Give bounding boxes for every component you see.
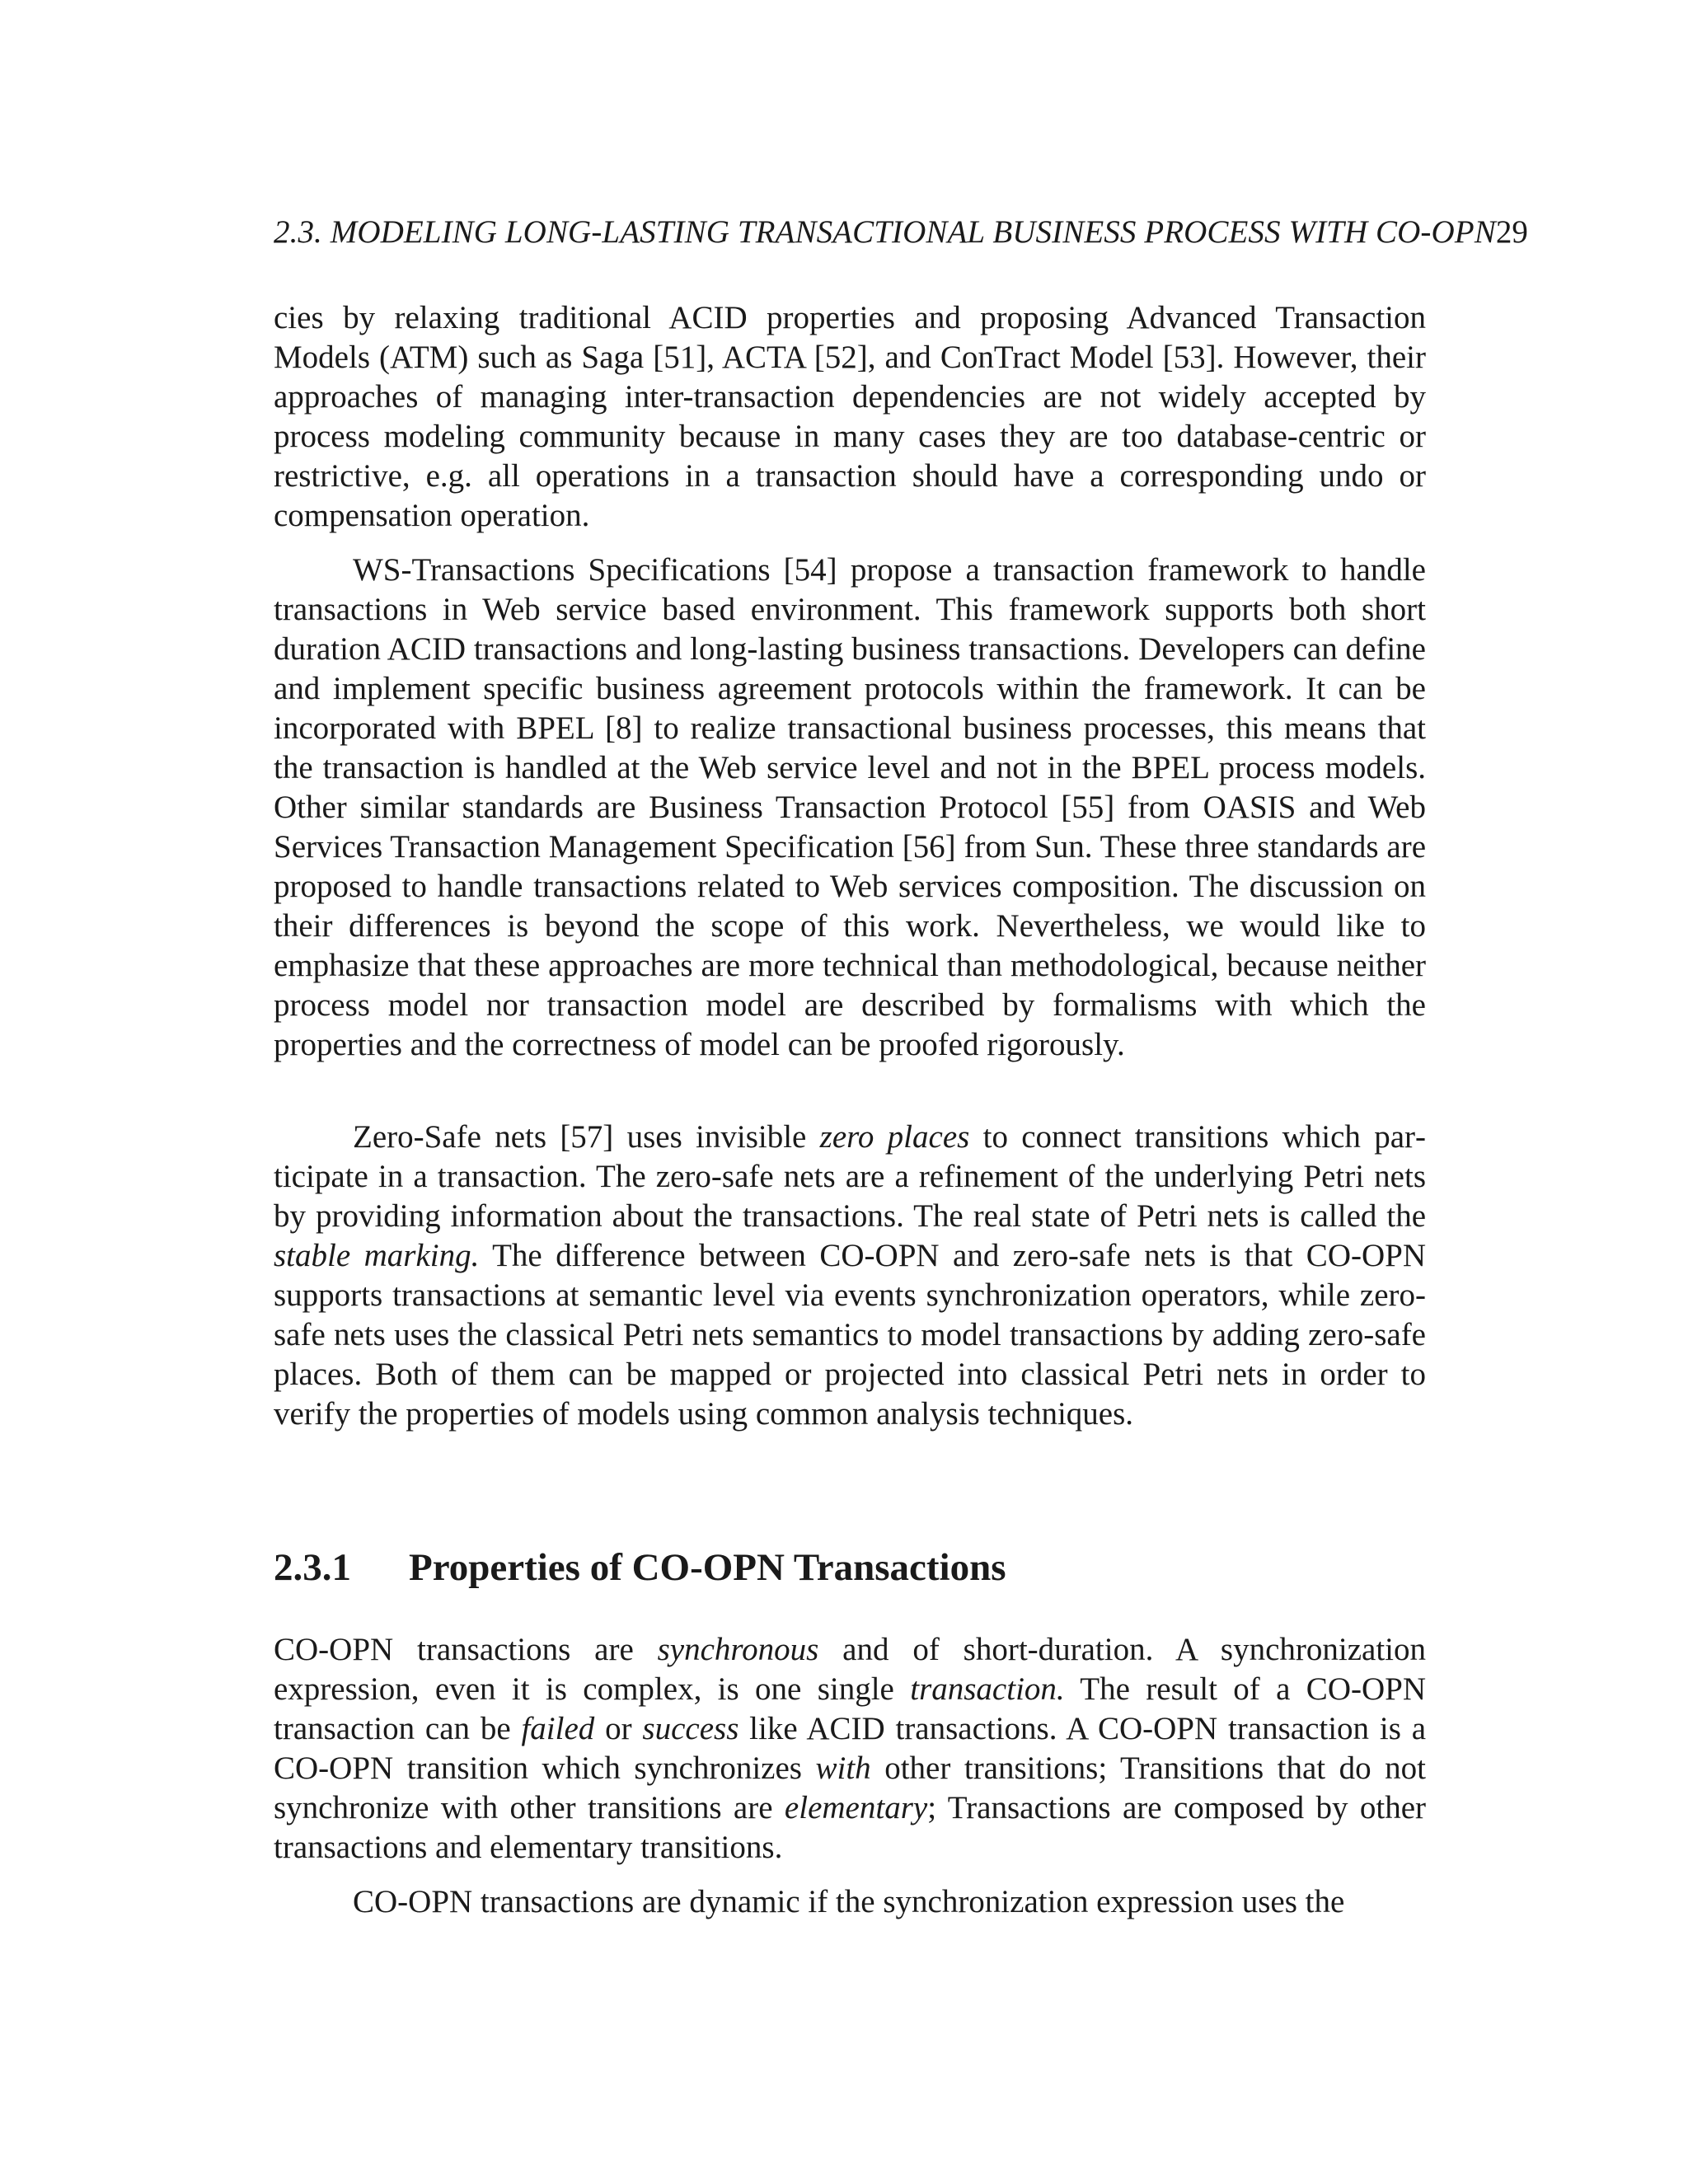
paragraph-4 <box>274 1630 1426 1868</box>
paragraph-text: WS-Transactions Specifications [54] propose a transaction framework to handle transactions in Web service based environment. This framework supports both short duration ACID transactions and long-lasting business transactions. Developers can define and implement specific business agreement protocols within the framework. It can be incorporated with BPEL [8] to realize transactional business processes, this means that the transaction is handled at the Web service level and not in the BPEL process models. Other similar standards are Business Transaction Protocol [55] from OASIS and Web Services Transaction Management Specification [56] from Sun. These three standards are proposed to handle transactions related to Web services composition. The discussion on their differences is beyond the scope of this work. Nevertheless, we would like to emphasize that these approaches are more technical than methodological, because neither process model nor transaction model are described by formalisms with which the properties and the correctness of model can be proofed rigorously. <box>274 552 1426 1062</box>
section-heading <box>274 1543 1426 1592</box>
emphasis-text: transaction. <box>910 1671 1065 1707</box>
emphasis-text: stable marking. <box>274 1238 480 1273</box>
paragraph-text: CO-OPN transactions are dynamic if the synchronization expression uses the <box>353 1884 1345 1919</box>
text-run: or <box>594 1711 643 1746</box>
section-number: 2.3.1 <box>274 1546 351 1589</box>
text-run: to connect transitions which participate in a transaction. The zero-safe nets are a refinement of the underlying Petri nets by providing information about the transactions. The real state of Petri nets is called the <box>274 1119 1427 1234</box>
section-title: Properties of CO-OPN Transactions <box>409 1546 1006 1589</box>
paragraph-text: cies by relaxing traditional ACID properties and proposing Advanced Transaction Models (ATM) such as Saga [51], ACTA [52], and ConTract Model [53]. However, their approaches of managing inter-transaction dependencies are not widely accepted by process modeling community because in many cases they are too database-centric or restrictive, e.g. all operations in a transaction should have a corresponding undo or compensation operation. <box>274 300 1426 533</box>
emphasis-text: failed <box>521 1711 595 1746</box>
text-run: Zero-Safe nets [57] uses invisible <box>353 1119 820 1155</box>
paragraph-text <box>274 1630 1426 1868</box>
paragraph-text <box>274 1118 1426 1434</box>
text-run: and of short-duration. A synchronization expression, even it is complex, is one single <box>274 1632 1427 1707</box>
emphasis-text: with <box>815 1750 871 1786</box>
emphasis-text: success <box>642 1711 739 1746</box>
text-run: other transitions; Transitions that do not synchronize with other transitions are <box>274 1750 1426 1825</box>
paragraph-3 <box>274 1118 1426 1434</box>
paragraph-1 <box>274 298 1426 536</box>
text-run: CO-OPN transactions are <box>274 1632 658 1667</box>
header-title: 2.3. MODELING LONG-LASTING TRANSACTIONAL BUSINESS PROCESS WITH CO-OPN <box>274 214 1496 250</box>
running-header <box>274 208 1658 257</box>
page-number: 29 <box>1495 214 1529 250</box>
text-run: ; Transactions are composed by other transactions and elementary transitions. <box>274 1790 1426 1865</box>
emphasis-text: elementary <box>784 1790 928 1825</box>
text-run: The difference between CO-OPN and zero-safe nets is that CO-OPN supports transactions at semantic level via events synchronization operators, while zero-safe nets uses the classical Petri nets semantics to model transactions by adding zero-safe places. Both of them can be mapped or projected into classical Petri nets in order to verify the properties of models using common analysis techniques. <box>274 1238 1426 1432</box>
text-run: The result of a CO-OPN transaction can be <box>274 1671 1426 1746</box>
emphasis-text: synchronous <box>657 1632 819 1667</box>
text-run: like ACID transactions. A CO-OPN transaction is a CO-OPN transition which synchronizes <box>274 1711 1427 1786</box>
paragraph-2 <box>274 551 1426 1065</box>
paragraph-5 <box>274 1882 1426 1922</box>
emphasis-text: zero places <box>819 1119 970 1155</box>
